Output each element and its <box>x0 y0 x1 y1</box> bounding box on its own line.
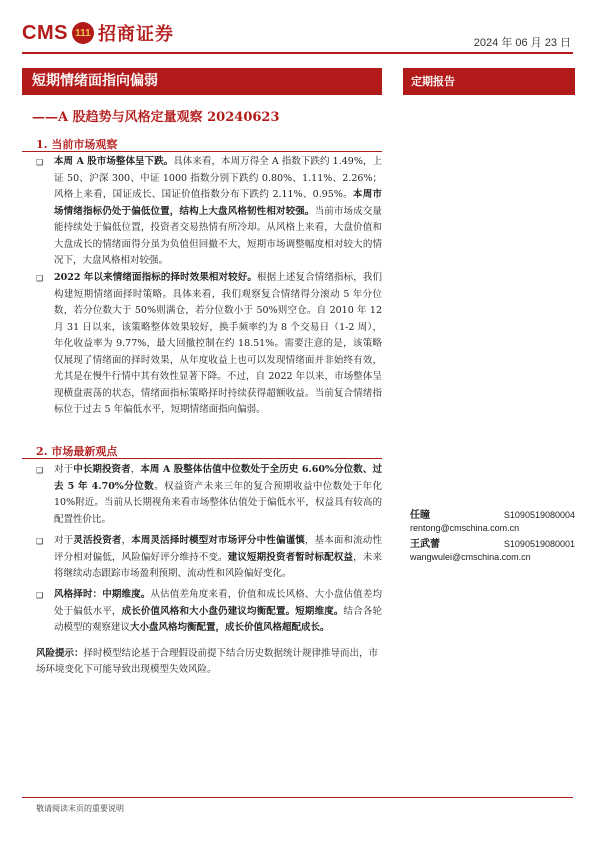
analyst-license: S1090519080004 <box>503 510 575 520</box>
risk-warning <box>36 646 384 678</box>
bullet-icon: ❑ <box>36 537 44 546</box>
lead-text: 成长价值风格和大小盘仍建议均衡配置。 <box>121 605 296 617</box>
bullet-icon: ❑ <box>36 466 44 475</box>
header-rule <box>22 52 573 54</box>
report-category: 定期报告 <box>403 68 575 95</box>
footer-rule <box>22 797 573 798</box>
paragraph-long-term-investors <box>54 462 382 528</box>
lead-text: 中长期投资者 <box>73 464 131 475</box>
analyst-name: 任瞳 <box>410 510 430 521</box>
logo-latin: CMS <box>22 21 68 44</box>
report-date: 2024 年 06 月 23 日 <box>473 37 571 49</box>
analyst-email[interactable]: wangwulei@cmschina.com.cn <box>410 552 531 562</box>
footer-disclaimer: 敬请阅读末页的重要说明 <box>36 804 124 813</box>
body-text: ，基本面和流动性评分相对偏低，风险偏好评分维持不变。 <box>54 535 382 563</box>
analyst-card <box>410 506 575 533</box>
risk-text: 择时模型结论基于合理假设前提下结合历史数据统计规律推导而出，市场环境变化下可能导致出现模型失效风险。 <box>36 648 379 675</box>
logo-mark-icon: 111 <box>72 22 94 44</box>
lead-text: 本周 A 股市场整体呈下跌。 <box>54 156 174 167</box>
analyst-card <box>410 535 575 562</box>
body-text: 。权益资产未来三年的复合预期收益中位数处于年化 10%附近。当前从长期视角来看市场整体估值处于偏低水平，权益具有较高的配置性价比。 <box>54 480 382 525</box>
body-text: 当前市场成交量能持续处于偏低位置，投资者交易热情有所冷却。从风格上来看，大盘价值和大盘成长的情绪面得分虽为负值但回撤不大，短期市场调整幅度相对较大的情况下，大盘风格相对较强。 <box>54 205 382 266</box>
section-divider <box>22 458 382 459</box>
logo-chinese: 招商证券 <box>97 24 174 45</box>
company-logo <box>22 20 174 46</box>
body-text: 对于 <box>54 535 74 546</box>
body-text: ， <box>130 464 141 475</box>
lead-text: 风格择时：中期维度。 <box>54 589 151 600</box>
paragraph-flexible-investors <box>54 533 382 583</box>
body-text: 根据上述复合情绪指标，我们构建短期情绪面择时策略。具体来看，我们观察复合情绪得分滚动 5 年分位数，若分位数大于 50%则满仓，若分位数小于 50%则空仓。自 2010 年 12 月 31 日以来，该策略整体效果较好，换手频率约为 8 个交易日（1-2 周），年化收益率为 9.77%，最大回撤控制在约 18.51%。需要注意的是，该策略仅展现了情绪面的择时效果，从年度收益上也可以发现情绪面并非始终有效，尤其是在慢牛行情中其有效性显著下降。不过，自 2022 年以来，市场整体呈现横盘震荡的状态，情绪面指标策略择时持续获得超额收益。当前复合情绪指标位于过去 5 年偏低水平，短期情绪面指向偏弱。 <box>54 272 382 415</box>
lead-text: 短期维度。 <box>295 605 344 617</box>
body-text: 具体来看，本周万得全 A 指数下跌约 1.49%，上证 50、沪深 300、中证 1000 指数分别下跌约 0.80%、1.11%、2.26%；风格上来看，国证成长、国证价值指数分布下跌约 2.11%、0.95%。 <box>54 156 382 200</box>
section-heading-2: 2. 市场最新观点 <box>36 445 118 458</box>
report-subtitle: ——A 股趋势与风格定量观察 20240623 <box>32 110 280 125</box>
bullet-icon: ❑ <box>36 274 44 283</box>
paragraph-market-overview <box>54 154 382 270</box>
lead-text: 灵活投资者 <box>73 535 122 546</box>
analyst-email[interactable]: rentong@cmschina.com.cn <box>410 523 520 533</box>
bullet-icon: ❑ <box>36 591 44 600</box>
body-text: ，未来将继续动态跟踪市场盈利预期、流动性和风险偏好变化。 <box>54 551 382 579</box>
analyst-name: 王武蕾 <box>410 539 440 550</box>
paragraph-style-timing <box>54 587 382 637</box>
lead-text: 大小盘风格均衡配置，成长价值风格超配成长。 <box>130 622 330 633</box>
lead-text: 本周 A 股整体估值中位数处于全历史 6.60%分位数、过去 5 年 4.70%分位数 <box>54 464 382 492</box>
body-text: 从估值差角度来看，价值和成长风格、大小盘估值差均处于偏低水平， <box>54 589 382 617</box>
body-text: 结合各轮动模型的观察建议 <box>54 605 382 633</box>
lead-text: 本周市场情绪指标仍处于偏低位置，结构上大盘风格韧性相对较强。 <box>54 189 382 217</box>
body-text: 对于 <box>54 464 74 475</box>
section-divider <box>22 151 382 152</box>
lead-text: 2022 年以来情绪面指标的择时效果相对较好。 <box>54 272 258 283</box>
paragraph-timing-strategy <box>54 270 382 419</box>
lead-text: 本周灵活择时模型对市场评分中性偏谨慎 <box>131 535 305 546</box>
risk-label: 风险提示： <box>36 648 84 659</box>
body-text: ， <box>121 535 132 546</box>
lead-text: 建议短期投资者暂时标配权益 <box>227 551 354 563</box>
analyst-license: S1090519080001 <box>503 539 575 549</box>
report-title: 短期情绪面指向偏弱 <box>22 68 382 95</box>
section-heading-1: 1. 当前市场观察 <box>36 138 118 151</box>
bullet-icon: ❑ <box>36 158 44 167</box>
